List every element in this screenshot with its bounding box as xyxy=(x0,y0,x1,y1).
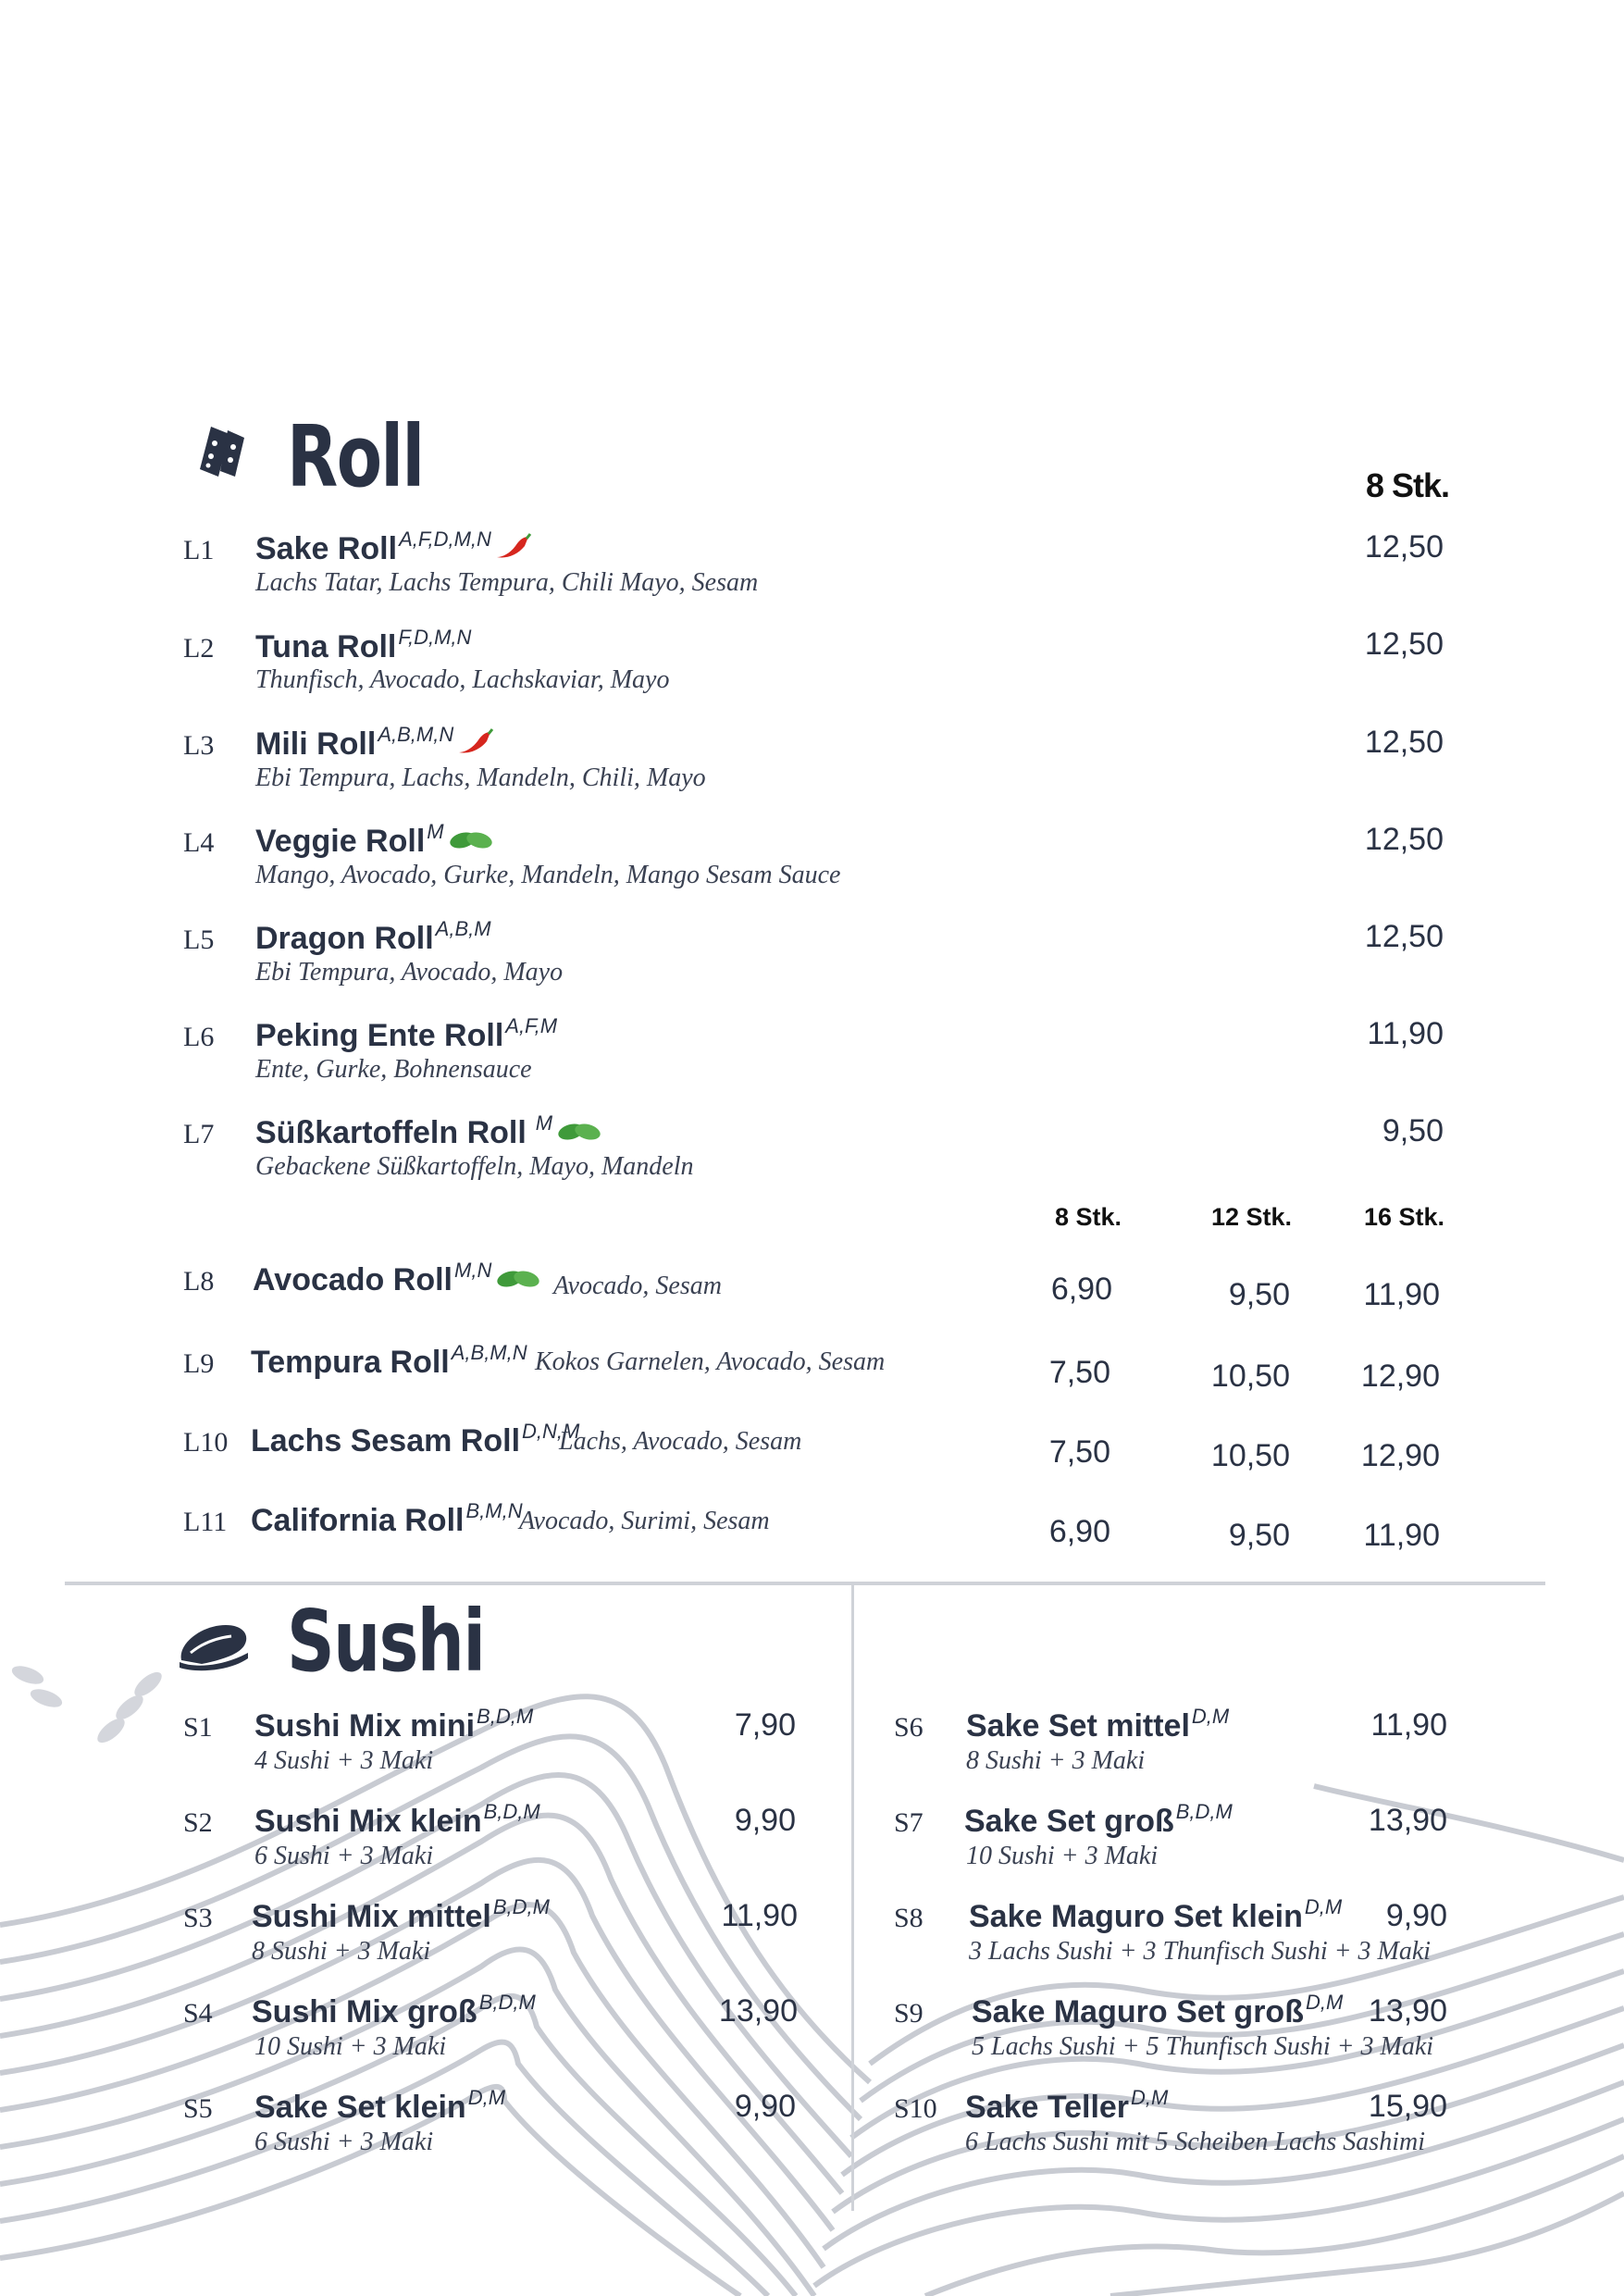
item-code: L4 xyxy=(183,827,215,858)
item-name: Süßkartoffeln Roll $^M$ xyxy=(255,1111,602,1153)
allergen-codes: A,F,D,M,N xyxy=(399,527,491,551)
item-code: S3 xyxy=(183,1903,213,1933)
item-code: L8 xyxy=(183,1266,215,1297)
item-name: Lachs Sesam Roll$^{D,N,M}$ xyxy=(251,1420,580,1458)
item-price: 12,50 xyxy=(1364,822,1444,857)
price-16-stk: 12,90 xyxy=(1360,1359,1440,1394)
item-code: S10 xyxy=(894,2093,937,2124)
item-description: Ebi Tempura, Avocado, Mayo xyxy=(255,958,564,987)
item-description: Lachs Tatar, Lachs Tempura, Chili Mayo, Sesam xyxy=(255,568,759,597)
item-price: 12,50 xyxy=(1364,919,1444,954)
item-price: 13,90 xyxy=(1368,1993,1447,2029)
allergen-codes: D,M xyxy=(467,2086,506,2109)
item-description: 8 Sushi + 3 Maki xyxy=(966,1746,1146,1775)
item-name: Tempura Roll$^{A,B,M,N}$ xyxy=(251,1341,527,1380)
item-name: Dragon Roll$^{A,B,M}$ xyxy=(255,917,491,956)
leaf-icon xyxy=(448,825,494,862)
item-description: 5 Lachs Sushi + 5 Thunfisch Sushi + 3 Maki xyxy=(972,2032,1434,2061)
item-price: 12,50 xyxy=(1364,725,1444,760)
price-8-stk: 7,50 xyxy=(1048,1355,1110,1390)
item-description: 10 Sushi + 3 Maki xyxy=(254,2032,447,2061)
allergen-codes: B,D,M xyxy=(492,1895,550,1918)
item-price: 12,50 xyxy=(1364,529,1444,565)
item-description: 6 Lachs Sushi mit 5 Scheiben Lachs Sashimi xyxy=(965,2128,1425,2156)
item-code: S5 xyxy=(183,2093,213,2124)
roll-column-header-8: 8 Stk. xyxy=(1366,466,1450,504)
item-description: 3 Lachs Sushi + 3 Thunfisch Sushi + 3 Maki xyxy=(969,1937,1432,1966)
allergen-codes: B,D,M xyxy=(478,1991,536,2014)
allergen-codes: D,N,M xyxy=(522,1420,580,1443)
price-12-stk: 9,50 xyxy=(1228,1277,1290,1312)
item-code: S9 xyxy=(894,1998,924,2029)
item-name: Mili Roll$^{A,B,M,N}$ xyxy=(255,723,494,764)
item-description: Ebi Tempura, Lachs, Mandeln, Chili, Mayo xyxy=(255,763,706,792)
allergen-codes: D,M xyxy=(1305,1991,1344,2014)
item-price: 9,90 xyxy=(1385,1898,1447,1933)
item-name: Sake Roll$^{A,F,D,M,N}$ xyxy=(255,527,532,569)
item-description: 4 Sushi + 3 Maki xyxy=(254,1746,434,1775)
leaf-icon xyxy=(556,1117,602,1153)
item-description: 8 Sushi + 3 Maki xyxy=(252,1937,431,1966)
item-code: L5 xyxy=(183,925,215,955)
item-name: Sake Teller$^{D,M}$ xyxy=(965,2086,1169,2125)
item-description: 6 Sushi + 3 Maki xyxy=(254,1842,434,1870)
item-price: 15,90 xyxy=(1368,2089,1447,2124)
item-price: 13,90 xyxy=(1368,1803,1447,1838)
item-code: L6 xyxy=(183,1022,215,1052)
price-16-stk: 12,90 xyxy=(1360,1438,1440,1473)
item-price: 11,90 xyxy=(721,1898,798,1933)
item-code: L7 xyxy=(183,1119,215,1149)
item-name: Sushi Mix klein$^{B,D,M}$ xyxy=(254,1800,540,1839)
price-12-stk: 10,50 xyxy=(1210,1438,1290,1473)
allergen-codes: B,M,N xyxy=(465,1499,523,1522)
allergen-codes: A,B,M xyxy=(435,917,491,940)
item-price: 11,90 xyxy=(1370,1707,1447,1743)
sushi-section-icon xyxy=(174,1616,252,1675)
item-name: Sushi Mix groß$^{B,D,M}$ xyxy=(252,1991,536,2029)
item-price: 9,50 xyxy=(1382,1113,1444,1148)
column-divider xyxy=(851,1582,854,2211)
column-header-8-stk: 8 Stk. xyxy=(1055,1203,1122,1231)
item-code: L2 xyxy=(183,633,215,664)
column-header-12-stk: 12 Stk. xyxy=(1211,1203,1293,1231)
item-name: Sake Set groß$^{B,D,M}$ xyxy=(964,1800,1233,1839)
item-description: Lachs, Avocado, Sesam xyxy=(559,1427,802,1456)
item-name: Sake Maguro Set groß$^{D,M}$ xyxy=(972,1991,1344,2029)
item-description: 10 Sushi + 3 Maki xyxy=(966,1842,1159,1870)
price-8-stk: 7,50 xyxy=(1048,1434,1110,1470)
allergen-codes: D,M xyxy=(1131,2086,1169,2109)
allergen-codes: M xyxy=(427,820,444,843)
item-description: 6 Sushi + 3 Maki xyxy=(254,2128,434,2156)
column-header-16-stk: 16 Stk. xyxy=(1364,1203,1445,1231)
allergen-codes: D,M xyxy=(1191,1705,1230,1728)
item-description: Avocado, Sesam xyxy=(553,1272,722,1300)
item-price: 9,90 xyxy=(734,1803,796,1838)
item-description: Kokos Garnelen, Avocado, Sesam xyxy=(535,1347,886,1376)
price-16-stk: 11,90 xyxy=(1363,1518,1440,1553)
item-name: Avocado Roll$^{M,N}$ xyxy=(253,1259,541,1300)
item-name: Veggie Roll$^M$ xyxy=(255,820,494,862)
price-12-stk: 10,50 xyxy=(1210,1359,1290,1394)
item-code: S4 xyxy=(183,1998,213,2029)
item-code: L11 xyxy=(183,1507,228,1537)
item-code: S6 xyxy=(894,1712,924,1743)
allergen-codes: F,D,M,N xyxy=(398,626,472,649)
roll-section-icon xyxy=(183,421,252,490)
allergen-codes: B,D,M xyxy=(483,1800,540,1823)
item-description: Mango, Avocado, Gurke, Mandeln, Mango Sesam Sauce xyxy=(255,861,841,889)
price-16-stk: 11,90 xyxy=(1363,1277,1440,1312)
item-name: Sake Set klein$^{D,M}$ xyxy=(254,2086,506,2125)
item-price: 11,90 xyxy=(1367,1016,1444,1051)
price-8-stk: 6,90 xyxy=(1050,1272,1112,1307)
item-price: 13,90 xyxy=(718,1993,798,2029)
item-name: California Roll$^{B,M,N}$ xyxy=(251,1499,523,1538)
allergen-codes: A,F,M xyxy=(505,1014,558,1037)
item-name: Sushi Mix mini$^{B,D,M}$ xyxy=(254,1705,534,1744)
item-code: L1 xyxy=(183,535,215,565)
item-name: Sushi Mix mittel$^{B,D,M}$ xyxy=(252,1895,550,1934)
allergen-codes: A,B,M,N xyxy=(378,723,454,746)
allergen-codes: M,N xyxy=(454,1259,492,1282)
item-code: L9 xyxy=(183,1348,215,1379)
item-description: Thunfisch, Avocado, Lachskaviar, Mayo xyxy=(255,665,670,694)
section-divider xyxy=(65,1582,1545,1585)
item-code: S8 xyxy=(894,1903,924,1933)
price-12-stk: 9,50 xyxy=(1228,1518,1290,1553)
item-price: 9,90 xyxy=(734,2089,796,2124)
roll-section-title: Roll xyxy=(287,407,424,506)
price-8-stk: 6,90 xyxy=(1048,1514,1110,1549)
leaf-icon xyxy=(495,1264,541,1300)
item-name: Tuna Roll$^{F,D,M,N}$ xyxy=(255,626,472,664)
item-description: Avocado, Surimi, Sesam xyxy=(519,1507,770,1535)
chili-icon xyxy=(457,728,494,764)
item-code: L10 xyxy=(183,1427,229,1458)
item-price: 7,90 xyxy=(734,1707,796,1743)
allergen-codes: B,D,M xyxy=(477,1705,534,1728)
item-name: Sake Set mittel$^{D,M}$ xyxy=(966,1705,1230,1744)
item-description: Ente, Gurke, Bohnensauce xyxy=(255,1055,532,1084)
item-name: Sake Maguro Set klein$^{D,M}$ xyxy=(969,1895,1343,1934)
item-code: S7 xyxy=(894,1807,924,1838)
allergen-codes: A,B,M,N xyxy=(451,1341,527,1364)
item-code: S2 xyxy=(183,1807,213,1838)
allergen-codes: D,M xyxy=(1304,1895,1343,1918)
sushi-section-title: Sushi xyxy=(287,1592,485,1691)
allergen-codes: B,D,M xyxy=(1175,1800,1233,1823)
item-name: Peking Ente Roll$^{A,F,M}$ xyxy=(255,1014,558,1053)
item-price: 12,50 xyxy=(1364,627,1444,662)
item-code: S1 xyxy=(183,1712,213,1743)
item-description: Gebackene Süßkartoffeln, Mayo, Mandeln xyxy=(255,1152,694,1181)
allergen-codes: M xyxy=(535,1111,553,1135)
item-code: L3 xyxy=(183,730,215,761)
chili-icon xyxy=(495,533,532,569)
